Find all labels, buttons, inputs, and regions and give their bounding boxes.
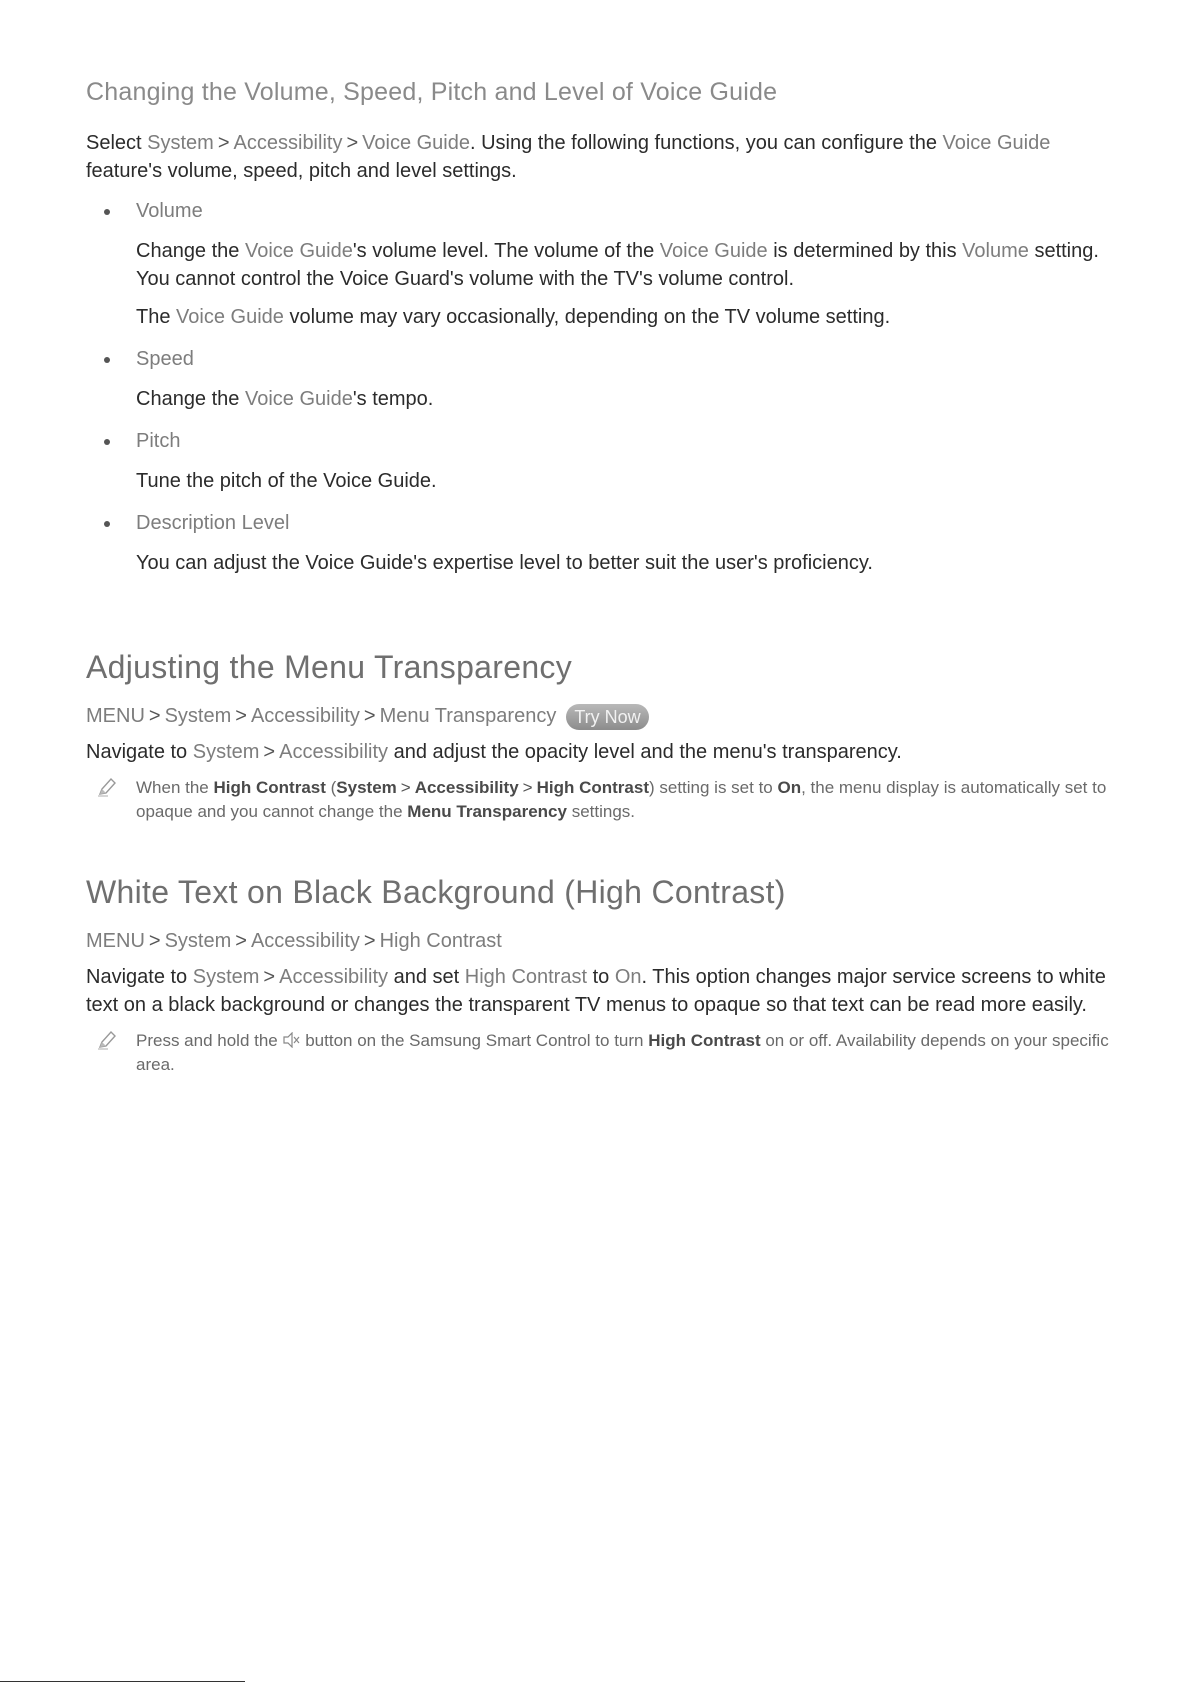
try-now-button[interactable]: Try Now [566, 704, 648, 730]
option-desc-speed: Change the Voice Guide's tempo. [136, 388, 434, 410]
option-desc-description-level: You can adjust the Voice Guide's expertise level to better suit the user's proficiency. [136, 552, 873, 574]
high-contrast-heading: White Text on Black Background (High Contrast) [86, 874, 786, 910]
breadcrumb: MENU > System > Accessibility > High Contrast [86, 930, 502, 952]
menu-transparency-note: When the High Contrast (System > Accessibility > High Contrast) setting is set to On, the menu display is automatically set to opaque and you cannot change the Menu Transparency settings. [86, 776, 1116, 824]
breadcrumb-menu-transparency: Menu Transparency [379, 705, 557, 727]
breadcrumb-accessibility: Accessibility [250, 930, 360, 952]
breadcrumb-system: System [164, 930, 232, 952]
pencil-note-icon [96, 1029, 118, 1051]
option-desc-pitch: Tune the pitch of the Voice Guide. [136, 470, 437, 492]
menu-ref-system: System [147, 132, 214, 154]
mute-button-icon [282, 1032, 300, 1048]
menu-transparency-body: Navigate to System > Accessibility and adjust the opacity level and the menu's transparency. [86, 741, 902, 763]
footer-rule [0, 1681, 245, 1682]
bullet-icon [104, 357, 110, 363]
menu-ref-accessibility: Accessibility [233, 132, 343, 154]
breadcrumb-system: System [164, 705, 232, 727]
bullet-icon [104, 209, 110, 215]
high-contrast-body: Navigate to System > Accessibility and set High Contrast to On. This option changes major service screens to white text on a black background or changes the transparent TV menus to opaque so that text can be read more easily. [86, 966, 1106, 1016]
voice-guide-options-list [86, 197, 1116, 577]
option-title-speed: Speed [136, 348, 194, 370]
voice-guide-intro: Select System > Accessibility > Voice Guide. Using the following functions, you can configure the Voice Guide feature's volume, speed, pitch and level settings. [86, 132, 1051, 182]
manual-page [86, 78, 1116, 1077]
breadcrumb-accessibility: Accessibility [250, 705, 360, 727]
bullet-icon [104, 521, 110, 527]
high-contrast-note: Press and hold the button on the Samsung Smart Control to turn High Contrast on or off. Availability depends on your specific area. [86, 1029, 1116, 1077]
breadcrumb: MENU > System > Accessibility > Menu Transparency Try Now [86, 702, 1116, 730]
pencil-note-icon [96, 776, 118, 798]
menu-transparency-heading: Adjusting the Menu Transparency [86, 649, 573, 685]
bullet-icon [104, 439, 110, 445]
option-title-volume: Volume [136, 200, 203, 222]
option-title-description-level: Description Level [136, 512, 290, 534]
voice-guide-heading: Changing the Volume, Speed, Pitch and Level of Voice Guide [86, 78, 778, 106]
menu-transparency-section [86, 649, 1116, 824]
high-contrast-section [86, 874, 1116, 1077]
list-item-volume [86, 197, 1116, 331]
list-item-pitch [86, 427, 1116, 495]
option-desc-volume: Change the Voice Guide's volume level. The volume of the Voice Guide is determined by this Volume setting. You cannot control the Voice Guard's volume with the TV's volume control. [136, 240, 1099, 290]
breadcrumb-menu: MENU [86, 705, 145, 727]
menu-ref-voice-guide: Voice Guide [362, 132, 470, 154]
breadcrumb-high-contrast: High Contrast [379, 930, 502, 952]
option-desc-volume-note: The Voice Guide volume may vary occasionally, depending on the TV volume setting. [136, 306, 891, 328]
list-item-description-level [86, 509, 1116, 577]
breadcrumb-menu: MENU [86, 930, 145, 952]
list-item-speed [86, 345, 1116, 413]
menu-ref-voice-guide: Voice Guide [942, 132, 1051, 154]
option-title-pitch: Pitch [136, 430, 181, 452]
voice-guide-section [86, 78, 1116, 577]
